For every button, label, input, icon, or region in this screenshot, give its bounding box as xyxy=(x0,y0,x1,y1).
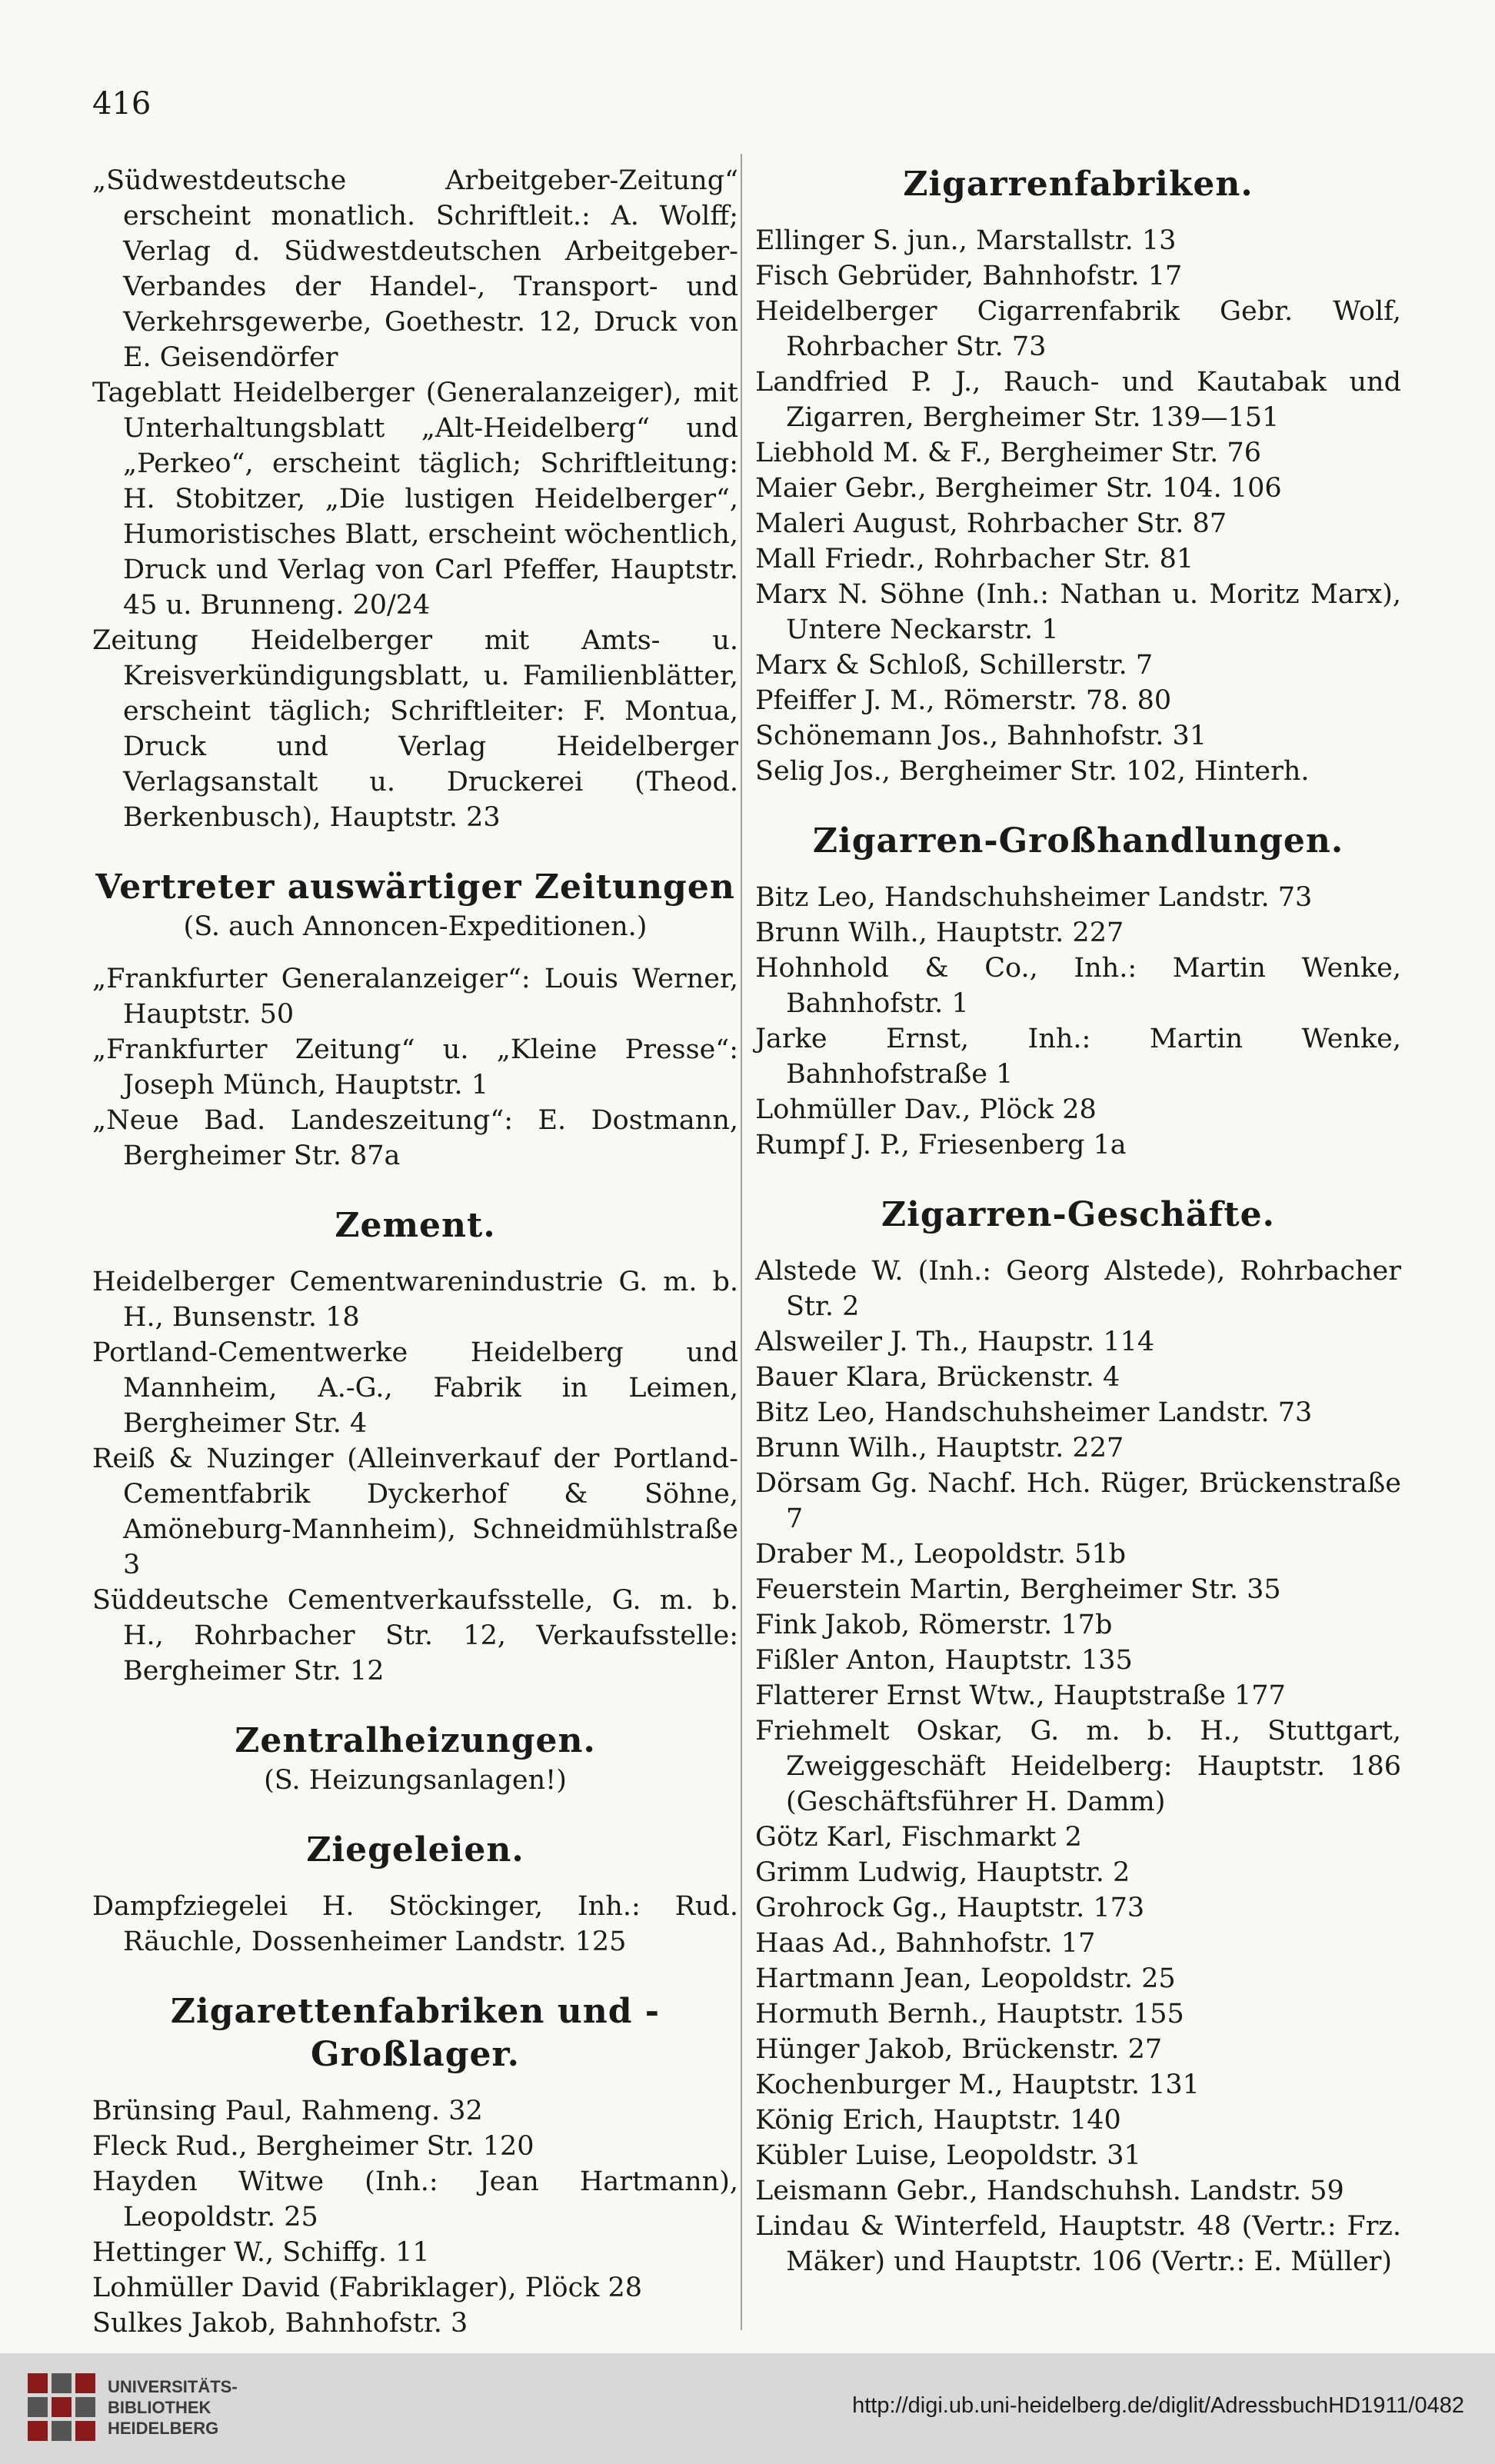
university-library-logo-icon xyxy=(25,2370,98,2444)
source-url-link[interactable]: http://digi.ub.uni-heidelberg.de/diglit/AdressbuchHD1911/0482 xyxy=(852,2393,1464,2418)
heading-gap xyxy=(755,863,1401,880)
directory-entry: Bitz Leo, Handschuhsheimer Landstr. 73 xyxy=(755,1397,1313,1428)
heading-gap xyxy=(92,1247,738,1264)
directory-entry: Dampfziegelei H. Stöckinger, Inh.: Rud. Räuchle, Dossenheimer Landstr. 125 xyxy=(92,1891,738,1957)
directory-entry: Grimm Ludwig, Hauptstr. 2 xyxy=(755,1857,1130,1888)
directory-entry: Kochenburger M., Hauptstr. 131 xyxy=(755,2069,1200,2100)
section-heading: Zigarettenfabriken und -Großlager. xyxy=(170,1992,661,2074)
right-column xyxy=(755,163,1401,2279)
directory-entry: Feuerstein Martin, Bergheimer Str. 35 xyxy=(755,1574,1281,1605)
library-name-line: BIBLIOTHEK xyxy=(108,2398,211,2417)
heading-gap xyxy=(92,944,738,961)
directory-entry: Süddeutsche Cementverkaufsstelle, G. m. b. H., Rohrbacher Str. 12, Verkaufsstelle: Bergheimer Str. 12 xyxy=(92,1585,738,1687)
directory-entry: Brunn Wilh., Hauptstr. 227 xyxy=(755,917,1124,948)
section-heading: Ziegeleien. xyxy=(306,1830,524,1870)
directory-entry: Rumpf J. P., Friesenberg 1a xyxy=(755,1130,1127,1160)
directory-entry: Bauer Klara, Brückenstr. 4 xyxy=(755,1362,1120,1393)
heading-gap xyxy=(92,2076,738,2093)
directory-entry: Schönemann Jos., Bahnhofstr. 31 xyxy=(755,721,1207,751)
directory-entry: Leismann Gebr., Handschuhsh. Landstr. 59 xyxy=(755,2176,1344,2206)
directory-entry: Hartmann Jean, Leopoldstr. 25 xyxy=(755,1963,1176,1994)
directory-entry: Marx N. Söhne (Inh.: Nathan u. Moritz Marx), Untere Neckarstr. 1 xyxy=(755,579,1401,645)
directory-entry: Götz Karl, Fischmarkt 2 xyxy=(755,1822,1082,1853)
heading-gap xyxy=(92,1872,738,1889)
directory-entry: Ellinger S. jun., Marstallstr. 13 xyxy=(755,225,1177,256)
left-column xyxy=(92,163,738,2341)
directory-entry: Bitz Leo, Handschuhsheimer Landstr. 73 xyxy=(755,882,1313,913)
directory-entry: Flatterer Ernst Wtw., Hauptstraße 177 xyxy=(755,1680,1286,1711)
directory-entry: Jarke Ernst, Inh.: Martin Wenke, Bahnhofstraße 1 xyxy=(755,1024,1401,1090)
directory-entry: König Erich, Hauptstr. 140 xyxy=(755,2105,1121,2136)
directory-entry: Hayden Witwe (Inh.: Jean Hartmann), Leopoldstr. 25 xyxy=(92,2166,738,2233)
directory-entry: Hünger Jakob, Brückenstr. 27 xyxy=(755,2034,1163,2065)
section-gap xyxy=(755,1163,1401,1194)
directory-entry: Zeitung Heidelberger mit Amts- u. Kreisverkündigungsblatt, u. Familienblätter, erscheint täglich; Schriftleiter: F. Montua, Druck und Verlag Heidelberger Verlagsanstalt u. Druckerei (Theod. Berkenbusch), Hauptstr. 23 xyxy=(92,625,738,833)
directory-entry: „Südwestdeutsche Arbeitgeber-Zeitung“ erscheint monatlich. Schriftleit.: A. Wolff; Verlag d. Südwestdeutschen Arbeitgeber-Verbandes der Handel-, Transport- und Verkehrsgewerbe, Goethestr. 12, Druck von E. Geisendörfer xyxy=(92,165,738,373)
directory-entry: Kübler Luise, Leopoldstr. 31 xyxy=(755,2140,1141,2171)
directory-entry: Lohmüller David (Fabriklager), Plöck 28 xyxy=(92,2273,643,2303)
directory-entry: Portland-Cementwerke Heidelberg und Mannheim, A.-G., Fabrik in Leimen, Bergheimer Str. 4 xyxy=(92,1337,738,1439)
directory-entry: Liebhold M. & F., Bergheimer Str. 76 xyxy=(755,438,1261,468)
directory-entry: Hormuth Bernh., Hauptstr. 155 xyxy=(755,1999,1184,2029)
directory-entry: Alsweiler J. Th., Haupstr. 114 xyxy=(755,1327,1155,1357)
section-note: (S. Heizungsanlagen!) xyxy=(264,1765,567,1796)
directory-entry: Selig Jos., Bergheimer Str. 102, Hinterh. xyxy=(755,756,1310,787)
directory-entry: Marx & Schloß, Schillerstr. 7 xyxy=(755,650,1154,681)
directory-entry: Heidelberger Cigarrenfabrik Gebr. Wolf, Rohrbacher Str. 73 xyxy=(755,296,1401,362)
directory-entry: Fink Jakob, Römerstr. 17b xyxy=(755,1610,1113,1640)
section-gap xyxy=(92,1689,738,1720)
directory-entry: „Frankfurter Generalanzeiger“: Louis Werner, Hauptstr. 50 xyxy=(92,964,738,1030)
section-gap xyxy=(92,1960,738,1990)
directory-entry: Hohnhold & Co., Inh.: Martin Wenke, Bahnhofstr. 1 xyxy=(755,953,1401,1019)
library-name-line: HEIDELBERG xyxy=(108,2419,219,2438)
directory-entry: Mall Friedr., Rohrbacher Str. 81 xyxy=(755,544,1194,574)
section-gap xyxy=(92,1174,738,1204)
directory-entry: Friehmelt Oskar, G. m. b. H., Stuttgart, Zweiggeschäft Heidelberg: Hauptstr. 186 (Geschäftsführer H. Damm) xyxy=(755,1716,1401,1817)
directory-entry: „Neue Bad. Landeszeitung“: E. Dostmann, Bergheimer Str. 87a xyxy=(92,1105,738,1171)
heading-gap xyxy=(755,206,1401,223)
directory-entry: Haas Ad., Bahnhofstr. 17 xyxy=(755,1928,1096,1959)
directory-entry: Lindau & Winterfeld, Hauptstr. 48 (Vertr.: Frz. Mäker) und Hauptstr. 106 (Vertr.: E. Müller) xyxy=(755,2211,1401,2277)
heading-gap xyxy=(755,1237,1401,1254)
section-note: (S. auch Annoncen-Expeditionen.) xyxy=(183,911,648,942)
library-name-line: UNIVERSITÄTS- xyxy=(108,2377,238,2396)
section-heading: Zentralheizungen. xyxy=(235,1721,596,1760)
directory-entry: Brunn Wilh., Hauptstr. 227 xyxy=(755,1433,1124,1463)
directory-entry: Reiß & Nuzinger (Alleinverkauf der Portland-Cementfabrik Dyckerhof & Söhne, Amöneburg-Mannheim), Schneidmühlstraße 3 xyxy=(92,1443,738,1580)
library-name xyxy=(108,2376,238,2439)
directory-entry: Fisch Gebrüder, Bahnhofstr. 17 xyxy=(755,261,1183,291)
directory-entry: Grohrock Gg., Hauptstr. 173 xyxy=(755,1893,1145,1923)
directory-entry: Dörsam Gg. Nachf. Hch. Rüger, Brückenstraße 7 xyxy=(755,1468,1401,1534)
section-gap xyxy=(755,789,1401,820)
directory-entry: Lohmüller Dav., Plöck 28 xyxy=(755,1094,1097,1125)
directory-entry: Sulkes Jakob, Bahnhofstr. 3 xyxy=(92,2308,468,2339)
page-number: 416 xyxy=(92,86,151,122)
column-divider xyxy=(741,154,742,2330)
directory-entry: Fleck Rud., Bergheimer Str. 120 xyxy=(92,2131,534,2162)
directory-entry: Maier Gebr., Bergheimer Str. 104. 106 xyxy=(755,473,1282,504)
directory-entry: Fißler Anton, Hauptstr. 135 xyxy=(755,1645,1133,1676)
section-gap xyxy=(92,835,738,866)
section-heading: Vertreter auswärtiger Zeitungen xyxy=(95,867,735,907)
directory-entry: Brünsing Paul, Rahmeng. 32 xyxy=(92,2096,483,2126)
directory-entry: Pfeiffer J. M., Römerstr. 78. 80 xyxy=(755,685,1172,716)
directory-entry: Landfried P. J., Rauch- und Kautabak und Zigarren, Bergheimer Str. 139—151 xyxy=(755,367,1401,433)
directory-entry: Tageblatt Heidelberger (Generalanzeiger), mit Unterhaltungsblatt „Alt-Heidelberg“ und „Perkeo“, erscheint täglich; Schriftleitung: H. Stobitzer, „Die lustigen Heidelberger“, Humoristisches Blatt, erscheint wöchentlich, Druck und Verlag von Carl Pfeffer, Hauptstr. 45 u. Brunneng. 20/24 xyxy=(92,378,738,621)
section-gap xyxy=(92,1798,738,1829)
section-heading: Zement. xyxy=(335,1206,496,1245)
section-heading: Zigarren-Großhandlungen. xyxy=(812,821,1344,861)
footer-bar xyxy=(0,2353,1495,2464)
directory-entry: „Frankfurter Zeitung“ u. „Kleine Presse“: Joseph Münch, Hauptstr. 1 xyxy=(92,1034,738,1100)
section-heading: Zigarrenfabriken. xyxy=(903,165,1254,204)
directory-entry: Hettinger W., Schiffg. 11 xyxy=(92,2237,430,2268)
directory-entry: Maleri August, Rohrbacher Str. 87 xyxy=(755,508,1227,539)
directory-entry: Alstede W. (Inh.: Georg Alstede), Rohrbacher Str. 2 xyxy=(755,1256,1401,1322)
section-heading: Zigarren-Geschäfte. xyxy=(881,1195,1275,1234)
directory-entry: Draber M., Leopoldstr. 51b xyxy=(755,1539,1127,1570)
directory-entry: Heidelberger Cementwarenindustrie G. m. b. H., Bunsenstr. 18 xyxy=(92,1267,738,1333)
